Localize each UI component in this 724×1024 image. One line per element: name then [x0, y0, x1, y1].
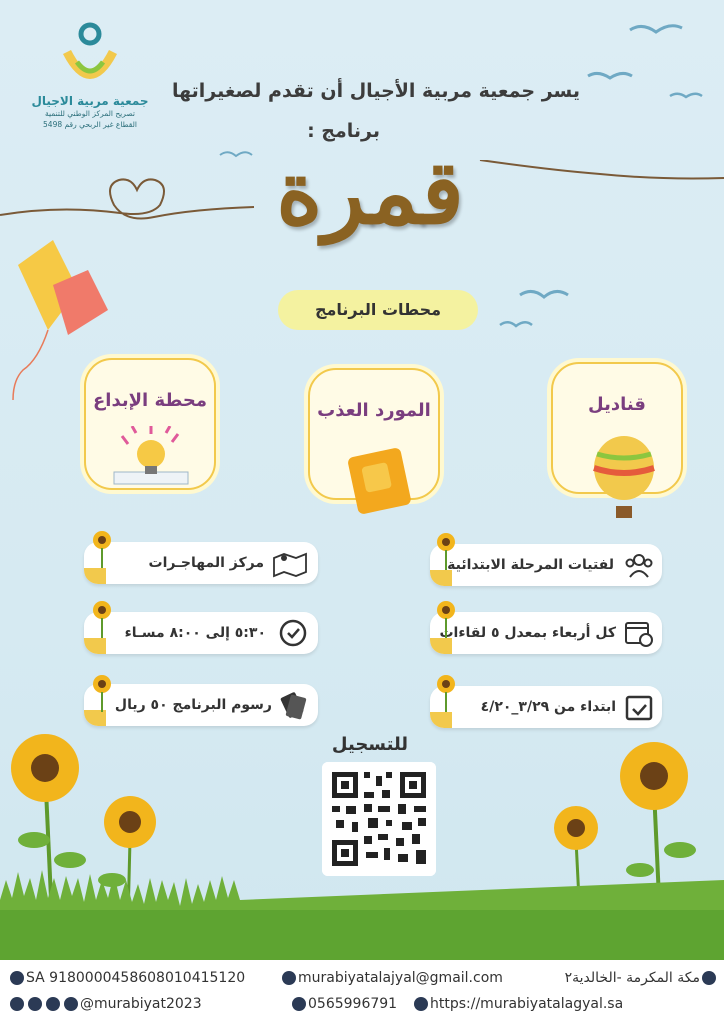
hot-air-balloon-icon — [589, 436, 659, 526]
lightbulb-icon — [108, 426, 194, 490]
station-card-fresh-source — [308, 368, 440, 500]
license-line-1: تصريح المركز الوطني للتنمية — [44, 109, 135, 118]
logo-icon — [55, 22, 125, 88]
instagram-icon[interactable] — [64, 997, 78, 1011]
x-icon[interactable] — [28, 997, 42, 1011]
register-label: للتسجيل — [331, 734, 409, 755]
program-name: قمرة — [276, 140, 464, 244]
sunflower-icon — [430, 672, 460, 712]
station-label: المورد العذب — [317, 400, 431, 421]
birds-decoration-2 — [490, 285, 610, 355]
location-pin-icon — [702, 971, 716, 985]
footer-social — [8, 996, 202, 1012]
station-card-creativity — [84, 358, 216, 490]
sunflower-icon — [86, 672, 116, 712]
book-icon — [344, 444, 414, 514]
grass-sunflowers-decoration — [0, 720, 724, 962]
location-text: مركز المهاجـرات — [148, 555, 264, 571]
schedule-pill — [430, 612, 662, 654]
target-audience-pill — [430, 544, 662, 586]
station-card-qanadeel — [551, 362, 683, 494]
sunflower-icon — [86, 528, 116, 568]
group-icon — [624, 550, 654, 580]
footer-contact-bar — [0, 960, 724, 1024]
footer-email — [280, 970, 503, 986]
time-text: ٥:٣٠ إلى ٨:٠٠ مسـاء — [124, 625, 266, 641]
stations-heading: محطات البرنامج — [278, 290, 478, 330]
social-handle[interactable]: @murabiyat2023 — [80, 996, 202, 1012]
sunflower-icon — [430, 530, 460, 570]
email-link[interactable]: murabiyatalajyal@gmail.com — [298, 970, 503, 986]
organization-name: جمعية مربية الاجيال — [31, 94, 149, 108]
globe-icon — [414, 997, 428, 1011]
station-label: قناديل — [588, 394, 646, 415]
website-link[interactable]: https://murabiyatalagyal.sa — [430, 996, 624, 1012]
money-icon — [278, 690, 308, 720]
snapchat-icon[interactable] — [46, 997, 60, 1011]
envelope-icon — [282, 971, 296, 985]
address-text: مكة المكرمة -الخالدية٢ — [564, 970, 700, 986]
calendar-clock-icon — [624, 618, 654, 648]
target-audience-text: لفتيات المرحلة الابتدائية — [447, 557, 614, 573]
bank-icon — [10, 971, 24, 985]
phone-icon — [292, 997, 306, 1011]
footer-phone — [290, 996, 397, 1012]
intro-text: يسر جمعية مربية الأجيال أن تقدم لصغيراتها — [171, 80, 580, 102]
station-label: محطة الإبداع — [92, 390, 208, 411]
organization-logo — [30, 22, 150, 130]
iban-text: SA 9180000458608010415120 — [26, 970, 246, 986]
birds-decoration — [560, 18, 720, 118]
location-pill — [84, 542, 318, 584]
schedule-text: كل أربعاء بمعدل ٥ لقاءات — [439, 625, 616, 641]
calendar-check-icon — [624, 692, 654, 722]
start-date-text: ابتداء من ٣/٢٩_٤/٢٠ — [480, 699, 616, 715]
footer-website — [412, 996, 623, 1012]
map-pin-icon — [272, 548, 308, 578]
time-pill — [84, 612, 318, 654]
sunflower-icon — [86, 598, 116, 638]
footer-row-1 — [565, 970, 718, 986]
youtube-icon[interactable] — [10, 997, 24, 1011]
sunflower-icon — [430, 598, 460, 638]
fee-text: رسوم البرنامج ٥٠ ريال — [114, 697, 272, 713]
program-label: برنامج : — [307, 120, 380, 142]
license-line-2: القطاع غير الربحي رقم 5498 — [43, 120, 137, 129]
clock-icon — [278, 618, 308, 648]
phone-text[interactable]: 0565996791 — [308, 996, 398, 1012]
footer-iban — [8, 970, 245, 986]
